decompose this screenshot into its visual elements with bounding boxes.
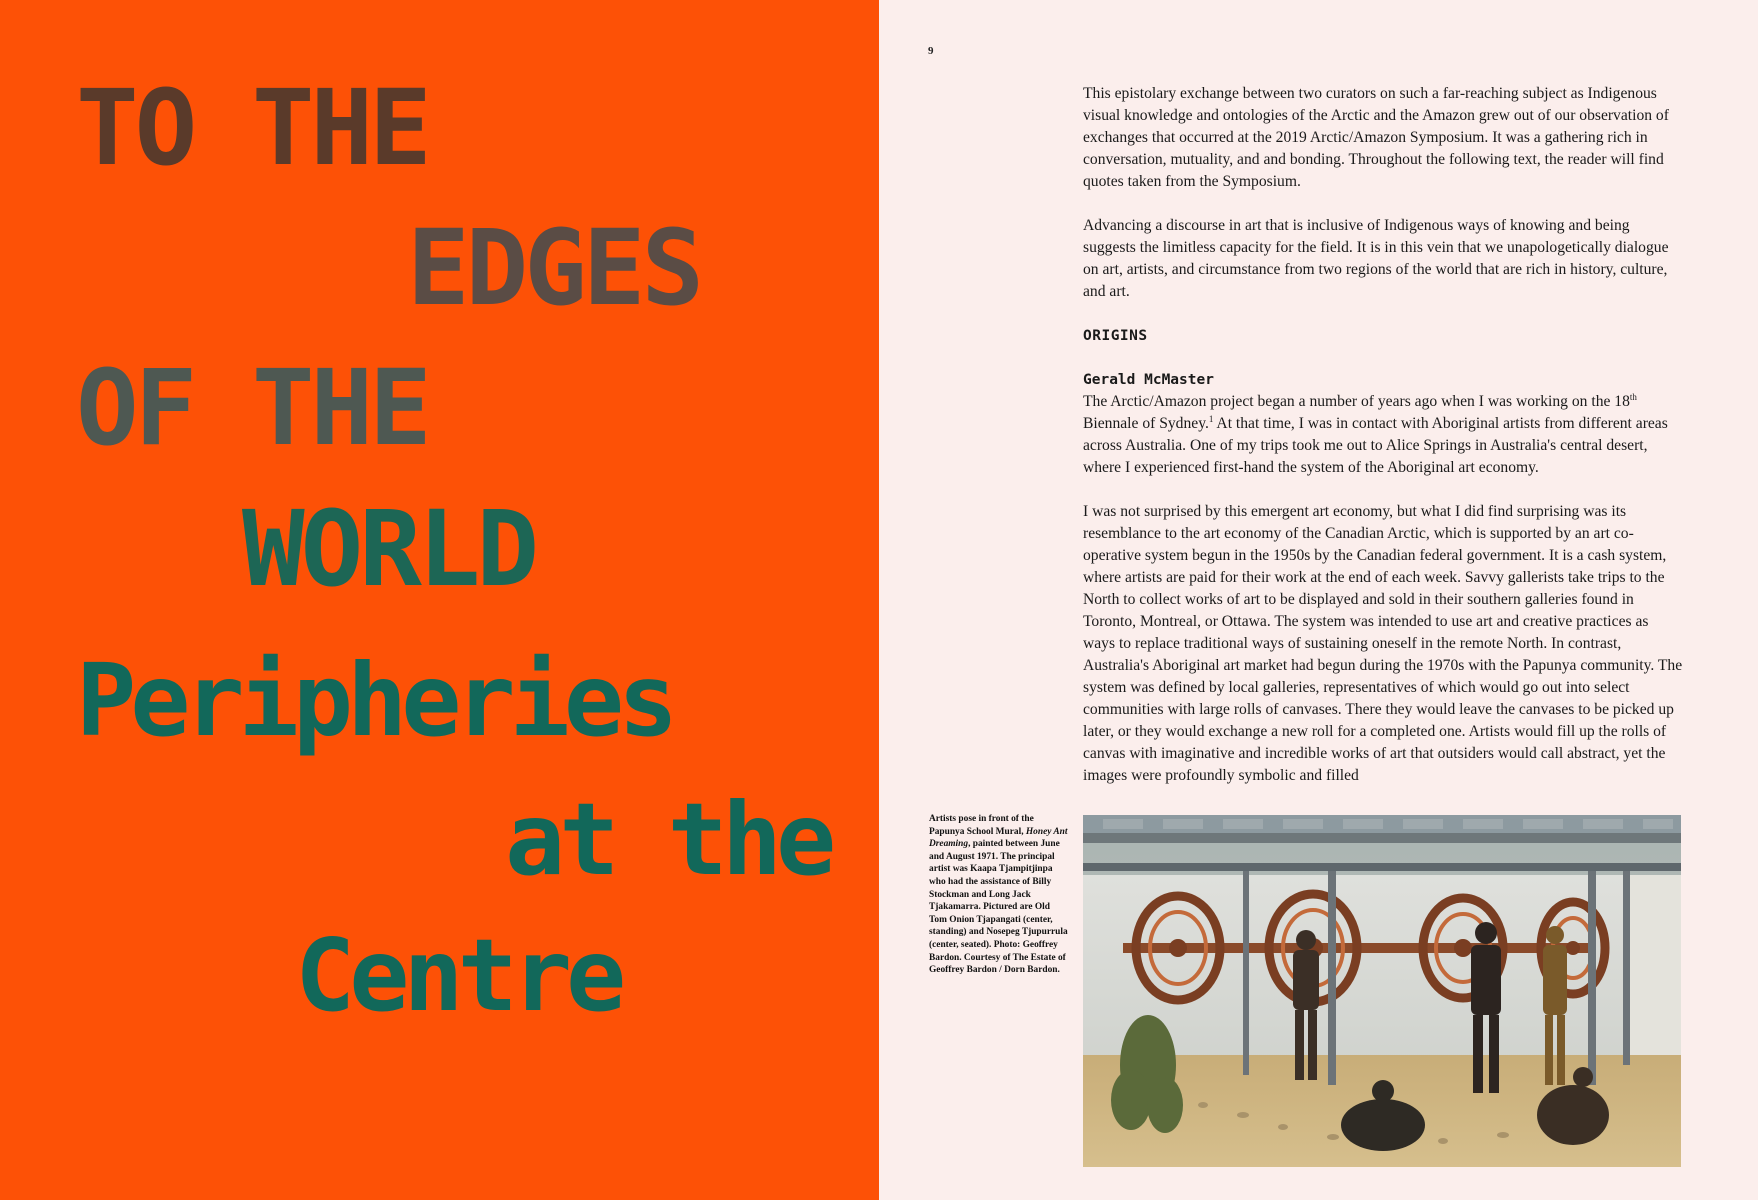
title-line-1: TO THE	[76, 67, 428, 189]
photo-illustration	[1083, 815, 1681, 1167]
para-text: At that time, I was in contact with Aboriginal artists from different areas across Australia. One of my trips took me out to Alice Springs in Australia's central desert, where I experienced first-hand the system of the Aboriginal art economy.	[1083, 415, 1668, 476]
section-paragraph-2: I was not surprised by this emergent art economy, but what I did find surprising was its resemblance to the art economy of the Canadian Arctic, which is supported by an art co-operative system begun in the 1950s by the Canadian federal government. It is a cash system, where artists are paid for their work at the end of each week. Savvy gallerists take trips to the North to collect works of art to be displayed and sold in their southern galleries found in Toronto, Montreal, or Ottawa. The system was intended to use art and creative practices as ways to replace traditional ways of sustaining oneself in the remote North. In contrast, Australia's Aboriginal art market had begun during the 1970s with the Papunya community. The system was defined by local galleries, representatives of which would go out into select communities with large rolls of canvases. There they would leave the canvases to be picked up later, or they would exchange a new roll for a completed one. Artists would fill up the rolls of canvas with imaginative and incredible works of art that outsiders would call abstract, yet the images were profoundly symbolic and filled	[1083, 503, 1683, 784]
page-number: 9	[928, 45, 934, 57]
title-line-3: OF THE	[76, 347, 428, 469]
section-heading: ORIGINS	[1083, 328, 1148, 344]
intro-paragraph-1: This epistolary exchange between two curators on such a far-reaching subject as Indigenous visual knowledge and ontologies of the Arctic and the Amazon grew out of our observation of exchanges that occurred at the 2019 Arctic/Amazon Symposium. It was a gathering rich in conversation, mutuality, and and bonding. Throughout the following text, the reader will find quotes taken from the Symposium.	[1083, 85, 1669, 190]
ordinal-suffix: th	[1629, 391, 1637, 402]
para-text: The Arctic/Amazon project began a number of years ago when I was working on the 18	[1083, 393, 1630, 410]
photo-caption	[929, 813, 1069, 977]
text-page	[879, 0, 1758, 1200]
title-line-4: WORLD	[242, 488, 536, 610]
mural-photograph	[1083, 815, 1681, 1167]
caption-text: , painted between June and August 1971. The principal artist was Kaapa Tjampitjinpa who had the assistance of Billy Stockman and Long Jack Tjakamarra. Pictured are Old Tom Onion Tjapangati (center, standing) and Nosepeg Tjupurrula (center, seated). Photo: Geoffrey Bardon. Courtesy of The Estate of Geoffrey Bardon / Dorn Bardon.	[929, 839, 1068, 976]
para-text: Biennale of Sydney.	[1083, 415, 1209, 432]
footnote-marker: 1	[1208, 413, 1214, 424]
title-line-2: EDGES	[407, 207, 701, 329]
author-name: Gerald McMaster	[1083, 372, 1214, 388]
section-paragraph-1	[1083, 391, 1683, 479]
subtitle-line-1: Peripheries	[76, 642, 673, 759]
caption-artwork-title: Honey Ant Dreaming	[929, 826, 1068, 850]
body-column	[1083, 83, 1683, 809]
subtitle-line-3: Centre	[295, 917, 621, 1034]
intro-paragraph-2: Advancing a discourse in art that is inclusive of Indigenous ways of knowing and being suggests the limitless capacity for the field. It is in this vein that we unapologetically dialogue on art, artists, and circumstance from two regions of the world that are rich in history, culture, and art.	[1083, 217, 1669, 300]
subtitle-line-2: at the	[505, 781, 831, 898]
caption-text: Artists pose in front of the Papunya School Mural,	[929, 814, 1034, 837]
